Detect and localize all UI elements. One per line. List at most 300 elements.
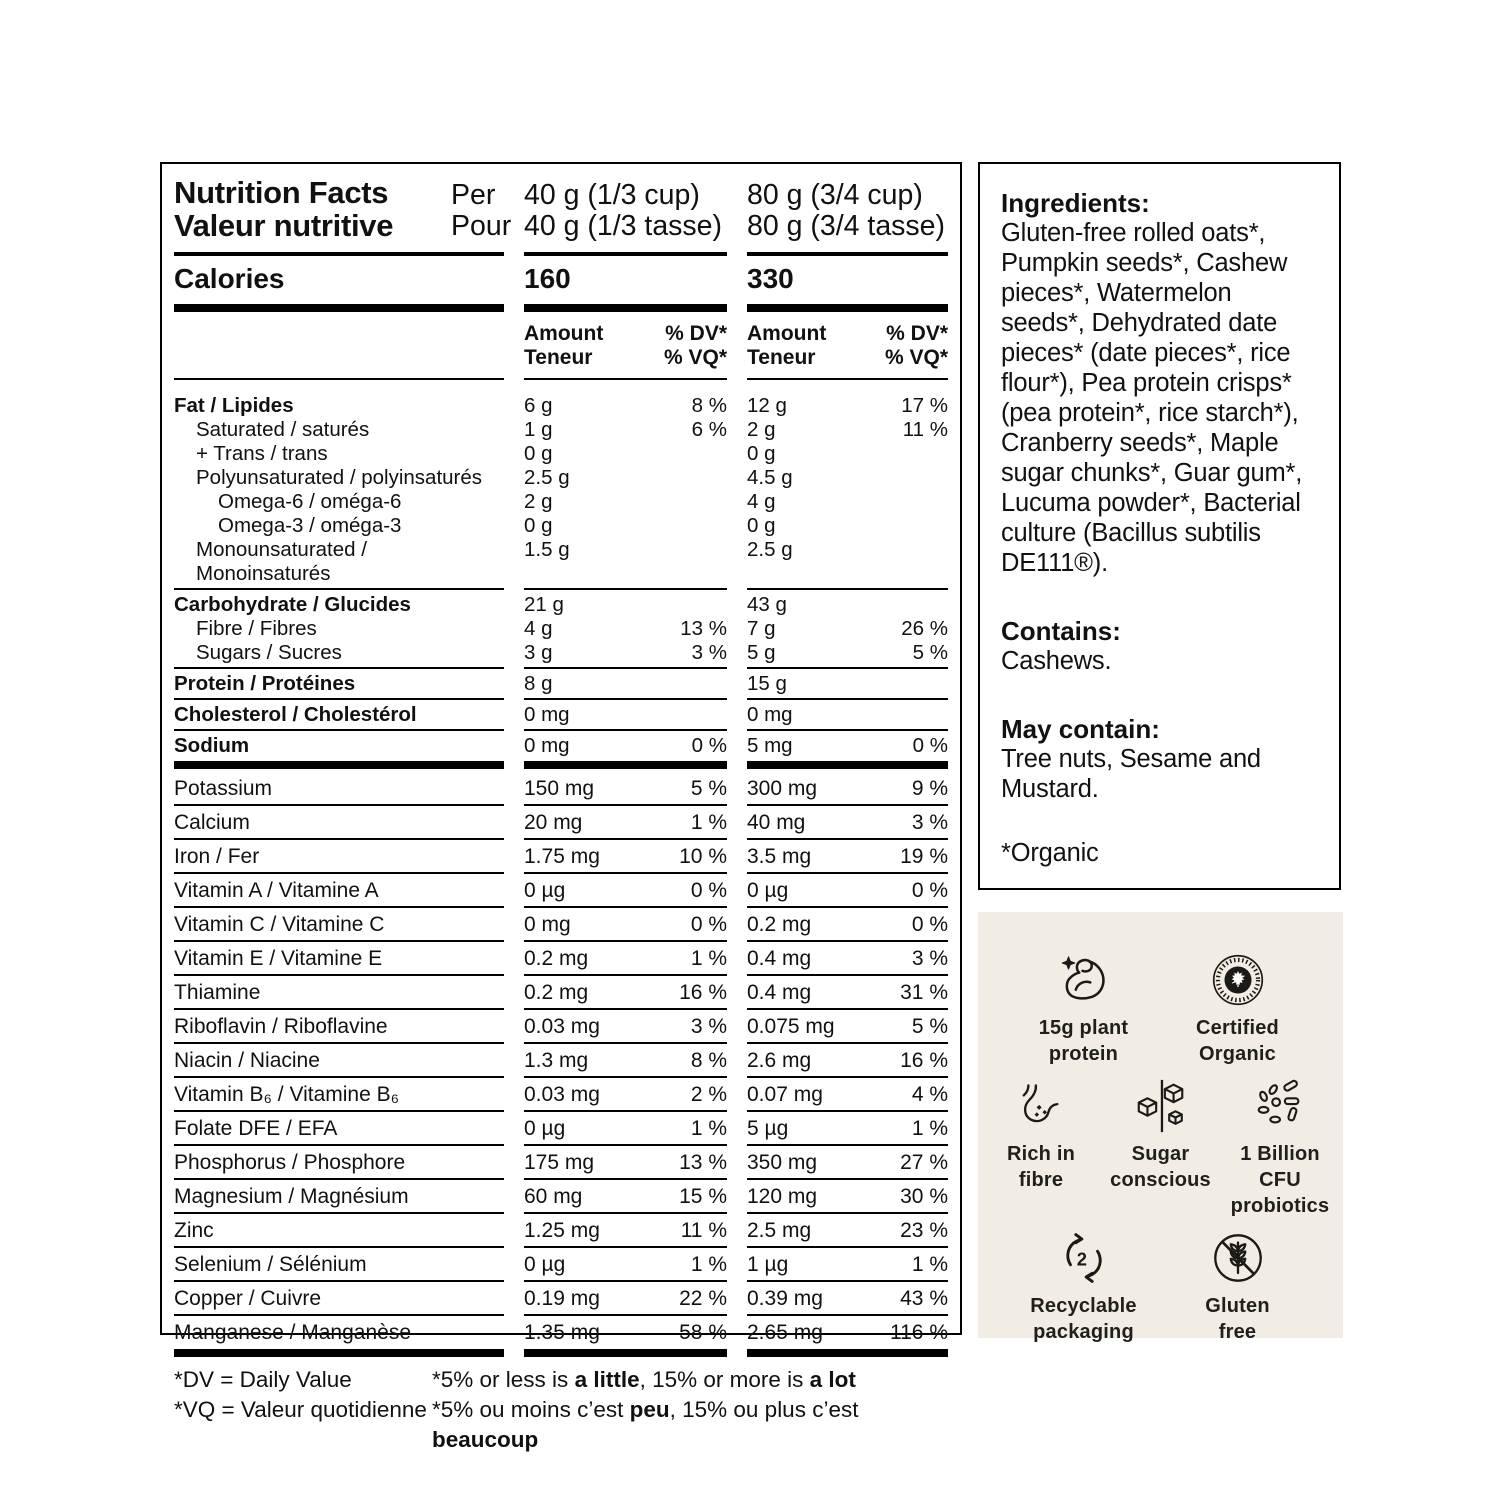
amount-value: 2.5 g xyxy=(747,538,793,561)
serving-values xyxy=(747,593,948,617)
amount-value: 0.07 mg xyxy=(747,1083,823,1106)
table-row xyxy=(174,979,948,1006)
serving-values xyxy=(747,734,948,758)
amount-value: 1.35 mg xyxy=(524,1321,600,1344)
daily-value-percent: 1 % xyxy=(690,1117,727,1140)
nutrient-name: Folate DFE / EFA xyxy=(174,1117,338,1140)
daily-value-percent: 3 % xyxy=(911,947,948,970)
table-row xyxy=(174,466,948,490)
daily-value-percent: 9 % xyxy=(911,777,948,800)
serving-values xyxy=(524,1149,727,1176)
amount-value: 0.19 mg xyxy=(524,1287,600,1310)
daily-value-percent: 3 % xyxy=(691,641,727,664)
serving-values xyxy=(747,1115,948,1142)
nutrient-name: Thiamine xyxy=(174,981,261,1004)
table-row xyxy=(174,1251,948,1278)
probiotics-icon xyxy=(1222,1076,1338,1136)
serving-values xyxy=(747,1217,948,1244)
amount-value: 0 g xyxy=(747,442,776,465)
row-rule xyxy=(174,1178,948,1180)
amount-value: 5 mg xyxy=(747,734,793,757)
serving-values xyxy=(747,617,948,641)
organic-note: *Organic xyxy=(1001,839,1099,867)
daily-value-percent: 13 % xyxy=(680,617,727,640)
badge-label: Rich in fibre xyxy=(1006,1143,1076,1191)
nutrient-name: Riboflavin / Riboflavine xyxy=(174,1015,388,1038)
nutrient-name: Protein / Protéines xyxy=(174,672,356,695)
amount-value: 0.39 mg xyxy=(747,1287,823,1310)
row-rule xyxy=(174,667,948,669)
daily-value-percent: 1 % xyxy=(690,947,727,970)
amount-value: 0 g xyxy=(524,442,553,465)
amount-value: 150 mg xyxy=(524,777,595,800)
table-row xyxy=(174,843,948,870)
badge-probiotics xyxy=(1222,1076,1338,1219)
row-rule xyxy=(174,974,948,976)
serving-values xyxy=(524,809,727,836)
table-row xyxy=(174,617,948,641)
amount-value: 0 µg xyxy=(524,1253,566,1276)
amount-value: 2.5 mg xyxy=(747,1219,812,1242)
amount-value: 300 mg xyxy=(747,777,818,800)
table-row xyxy=(174,538,948,586)
amount-value: 3 g xyxy=(524,641,553,664)
daily-value-percent: 0 % xyxy=(912,734,948,757)
daily-value-percent: 3 % xyxy=(911,811,948,834)
serving-values xyxy=(747,775,948,802)
nutrition-header xyxy=(174,176,948,250)
amount-value: 43 g xyxy=(747,593,787,616)
may-contain-text: Tree nuts, Sesame and Mustard. xyxy=(1001,745,1261,803)
serving-values xyxy=(747,672,948,696)
serving-values xyxy=(524,1319,727,1346)
amount-value: 0 g xyxy=(747,514,776,537)
serving-values xyxy=(524,466,727,490)
daily-value-percent: 10 % xyxy=(679,845,727,868)
amount-value: 1.25 mg xyxy=(524,1219,600,1242)
daily-value-percent: 0 % xyxy=(911,913,948,936)
amount-value: 0.2 mg xyxy=(747,913,812,936)
amount-value: 4 g xyxy=(747,490,776,513)
amount-value: 0 µg xyxy=(747,879,789,902)
serving-values xyxy=(524,672,727,696)
per-label xyxy=(451,180,511,242)
serving-values xyxy=(524,394,727,418)
amount-value: 2.5 g xyxy=(524,466,570,489)
serving-values xyxy=(747,877,948,904)
amount-value: 0.075 mg xyxy=(747,1015,835,1038)
amount-value: 1.5 g xyxy=(524,538,570,561)
daily-value-percent: 15 % xyxy=(679,1185,727,1208)
daily-value-percent: 5 % xyxy=(911,1015,948,1038)
organic-seal-icon xyxy=(1175,950,1301,1010)
nutrient-name: Monounsaturated / Monoinsaturés xyxy=(196,538,367,585)
row-rule xyxy=(174,1144,948,1146)
daily-value-percent: 0 % xyxy=(690,879,727,902)
footnote-scale-fr: *5% ou moins c’est peu, 15% ou plus c’est beaucoup xyxy=(432,1397,859,1452)
amount-value: 0.03 mg xyxy=(524,1015,600,1038)
serving-values xyxy=(747,1285,948,1312)
row-rule xyxy=(174,940,948,942)
badge-certified-organic xyxy=(1175,950,1301,1067)
badge-label: Recyclable packaging xyxy=(1030,1295,1137,1343)
serving-values xyxy=(524,1013,727,1040)
row-rule xyxy=(174,588,948,590)
nutrient-name: Polyunsaturated / polyinsaturés xyxy=(196,466,483,489)
nutrient-name: Omega-6 / oméga-6 xyxy=(218,490,402,513)
nutrient-name: Calcium xyxy=(174,811,250,834)
nutrient-name: Phosphorus / Phosphore xyxy=(174,1151,406,1174)
amount-value: 12 g xyxy=(747,394,787,417)
serving-size-2 xyxy=(747,180,945,242)
badges-panel xyxy=(978,912,1343,1343)
amount-value: 40 mg xyxy=(747,811,806,834)
table-row xyxy=(174,1319,948,1346)
calories-serving-2: 330 xyxy=(747,263,794,294)
serving-values xyxy=(747,1013,948,1040)
daily-value-percent: 19 % xyxy=(900,845,948,868)
table-row xyxy=(174,1183,948,1210)
amount-value: 4.5 g xyxy=(747,466,793,489)
footnote-vq: *VQ = Valeur quotidienne xyxy=(174,1397,427,1422)
badge-sugar-conscious xyxy=(1103,1076,1219,1219)
nutrient-name: Cholesterol / Cholestérol xyxy=(174,703,417,726)
serving-2-fr: 80 g (3/4 tasse) xyxy=(747,210,946,242)
daily-value-percent: 26 % xyxy=(901,617,948,640)
ingredients-heading: Ingredients: xyxy=(1001,188,1150,218)
row-rule xyxy=(174,1076,948,1078)
daily-value-percent: 0 % xyxy=(691,734,727,757)
serving-values xyxy=(524,641,727,665)
nutrient-name: Selenium / Sélénium xyxy=(174,1253,367,1276)
table-row xyxy=(174,1285,948,1312)
header-rule xyxy=(174,252,948,256)
table-row xyxy=(174,877,948,904)
serving-values xyxy=(747,418,948,442)
daily-value-percent: 58 % xyxy=(679,1321,727,1344)
nutrient-name: Vitamin A / Vitamine A xyxy=(174,879,379,902)
table-row xyxy=(174,945,948,972)
amount-value: 7 g xyxy=(747,617,776,640)
amount-value: 15 g xyxy=(747,672,787,695)
calories-serving-1: 160 xyxy=(524,263,571,294)
amount-value: 2 g xyxy=(524,490,553,513)
serving-values xyxy=(747,979,948,1006)
serving-values xyxy=(747,703,948,727)
badge-recyclable xyxy=(1021,1228,1147,1345)
serving-values xyxy=(747,641,948,665)
badge-label: 15g plant protein xyxy=(1038,1017,1129,1065)
row-rule xyxy=(174,729,948,731)
nutrient-name: Fibre / Fibres xyxy=(196,617,317,640)
serving-values xyxy=(747,514,948,538)
amount-value: 0.4 mg xyxy=(747,947,812,970)
badge-gluten-free xyxy=(1175,1228,1301,1345)
amount-value: 5 µg xyxy=(747,1117,789,1140)
daily-value-percent: 0 % xyxy=(911,879,948,902)
table-row xyxy=(174,490,948,514)
daily-value-percent: 6 % xyxy=(691,418,727,441)
teneur-label: Teneur xyxy=(524,346,593,369)
table-row xyxy=(174,734,948,758)
daily-value-percent: 11 % xyxy=(902,418,948,441)
amount-value: 21 g xyxy=(524,593,564,616)
serving-values xyxy=(524,418,727,442)
serving-1-en: 40 g (1/3 cup) xyxy=(524,179,700,211)
row-rule xyxy=(174,1008,948,1010)
nutrition-facts-panel xyxy=(160,162,962,1452)
row-rule xyxy=(174,1042,948,1044)
row-rule xyxy=(174,1246,948,1248)
serving-values xyxy=(524,1081,727,1108)
dv-label: % DV* xyxy=(886,322,948,345)
serving-values xyxy=(524,490,727,514)
badge-row xyxy=(978,950,1343,1067)
row-rule xyxy=(174,1349,948,1357)
serving-values xyxy=(524,775,727,802)
amount-value: 0.4 mg xyxy=(747,981,812,1004)
serving-values xyxy=(524,979,727,1006)
serving-values xyxy=(747,843,948,870)
amount-label: Amount xyxy=(524,322,604,345)
amount-header-s2 xyxy=(747,322,948,370)
table-row xyxy=(174,394,948,418)
serving-values xyxy=(524,911,727,938)
ingredients-panel xyxy=(978,162,1341,890)
amount-value: 6 g xyxy=(524,394,553,417)
badge-rich-in-fibre xyxy=(983,1076,1099,1219)
serving-values xyxy=(747,1081,948,1108)
contains-heading: Contains: xyxy=(1001,616,1121,646)
amount-header-row xyxy=(174,322,948,370)
daily-value-percent: 0 % xyxy=(690,913,727,936)
table-row xyxy=(174,1047,948,1074)
badge-label: Sugar conscious xyxy=(1110,1143,1211,1191)
serving-values xyxy=(747,1183,948,1210)
calories-label: Calories xyxy=(174,263,285,294)
daily-value-percent: 8 % xyxy=(690,1049,727,1072)
table-row xyxy=(174,809,948,836)
daily-value-percent: 11 % xyxy=(680,1219,727,1242)
vq-label: % VQ* xyxy=(663,346,727,369)
table-row xyxy=(174,1149,948,1176)
table-row xyxy=(174,1013,948,1040)
daily-value-percent: 16 % xyxy=(900,1049,948,1072)
table-row xyxy=(174,911,948,938)
serving-values xyxy=(524,1217,727,1244)
amount-value: 0 µg xyxy=(524,1117,566,1140)
amount-value: 0 mg xyxy=(524,703,570,726)
amount-value: 2.65 mg xyxy=(747,1321,823,1344)
table-row xyxy=(174,442,948,466)
badge-label: Certified Organic xyxy=(1196,1017,1279,1065)
amount-value: 1.75 mg xyxy=(524,845,600,868)
contains-text: Cashews. xyxy=(1001,647,1112,675)
stomach-icon xyxy=(983,1076,1099,1136)
serving-values xyxy=(524,593,727,617)
serving-values xyxy=(747,911,948,938)
nutrient-table xyxy=(174,394,948,1357)
serving-values xyxy=(747,945,948,972)
amount-header-rule xyxy=(174,378,948,380)
amount-value: 0.2 mg xyxy=(524,947,589,970)
amount-value: 0 µg xyxy=(524,879,566,902)
serving-values xyxy=(524,945,727,972)
table-row xyxy=(174,593,948,617)
serving-2-en: 80 g (3/4 cup) xyxy=(747,179,923,211)
serving-values xyxy=(747,1319,948,1346)
per-fr: Pour xyxy=(451,210,512,242)
nutrient-name: Fat / Lipides xyxy=(174,394,294,417)
amount-header-s1 xyxy=(524,322,727,370)
serving-values xyxy=(524,1251,727,1278)
amount-value: 0 mg xyxy=(524,913,571,936)
nutrient-name: Manganese / Manganèse xyxy=(174,1321,411,1344)
amount-value: 2 g xyxy=(747,418,776,441)
amount-value: 350 mg xyxy=(747,1151,818,1174)
ingredients-list: Gluten-free rolled oats*, Pumpkin seeds*, Cashew pieces*, Watermelon seeds*, Dehydrated date pieces* (date pieces*, rice flour*), Pea protein crisps* (pea protein*, rice starch*), Cranberry seeds*, Maple sugar chunks*, Guar gum*, Lucuma powder*, Bacterial culture (Bacillus subtilis DE111®). xyxy=(1001,219,1303,577)
badge-plant-protein xyxy=(1021,950,1147,1067)
amount-value: 1 µg xyxy=(747,1253,789,1276)
amount-value: 8 g xyxy=(524,672,553,695)
nutrient-name: Vitamin E / Vitamine E xyxy=(174,947,383,970)
footnotes xyxy=(174,1365,948,1455)
amount-value: 20 mg xyxy=(524,811,583,834)
daily-value-percent: 2 % xyxy=(690,1083,727,1106)
daily-value-percent: 5 % xyxy=(690,777,727,800)
serving-values xyxy=(524,1115,727,1142)
serving-values xyxy=(747,490,948,514)
svg-text:2: 2 xyxy=(1076,1248,1087,1270)
badge-row xyxy=(978,1228,1343,1345)
row-rule xyxy=(174,761,948,769)
nutrient-name: Sugars / Sucres xyxy=(196,641,342,664)
serving-size-1 xyxy=(524,180,722,242)
serving-values xyxy=(524,734,727,758)
row-rule xyxy=(174,804,948,806)
badge-label: Gluten free xyxy=(1205,1295,1270,1343)
table-row xyxy=(174,641,948,665)
amount-label: Amount xyxy=(747,322,827,345)
may-contain-heading: May contain: xyxy=(1001,714,1160,744)
amount-value: 120 mg xyxy=(747,1185,818,1208)
row-rule xyxy=(174,1280,948,1282)
daily-value-percent: 27 % xyxy=(900,1151,948,1174)
nutrient-name: Copper / Cuivre xyxy=(174,1287,322,1310)
nutrient-name: Saturated / saturés xyxy=(196,418,370,441)
serving-values xyxy=(747,442,948,466)
nutrient-name: Omega-3 / oméga-3 xyxy=(218,514,402,537)
daily-value-percent: 8 % xyxy=(691,394,727,417)
amount-value: 175 mg xyxy=(524,1151,595,1174)
amount-value: 0.2 mg xyxy=(524,981,589,1004)
nutrition-title-en: Nutrition Facts xyxy=(174,175,389,210)
nutrient-name: Potassium xyxy=(174,777,273,800)
daily-value-percent: 43 % xyxy=(900,1287,948,1310)
daily-value-percent: 1 % xyxy=(690,811,727,834)
footnote-scale-en: *5% or less is a little, 15% or more is a lot xyxy=(432,1367,856,1392)
nutrient-name: Niacin / Niacine xyxy=(174,1049,320,1072)
amount-value: 60 mg xyxy=(524,1185,583,1208)
nutrient-name: Sodium xyxy=(174,734,250,757)
calories-row xyxy=(174,256,948,301)
amount-value: 2.6 mg xyxy=(747,1049,812,1072)
row-rule xyxy=(174,1212,948,1214)
serving-values xyxy=(747,1047,948,1074)
nutrient-name: Magnesium / Magnésium xyxy=(174,1185,409,1208)
daily-value-percent: 4 % xyxy=(911,1083,948,1106)
amount-value: 0 g xyxy=(524,514,553,537)
serving-values xyxy=(747,809,948,836)
daily-value-percent: 1 % xyxy=(690,1253,727,1276)
serving-values xyxy=(524,1285,727,1312)
table-row xyxy=(174,418,948,442)
table-row xyxy=(174,672,948,696)
row-rule xyxy=(174,1314,948,1316)
daily-value-percent: 16 % xyxy=(679,981,727,1004)
serving-1-fr: 40 g (1/3 tasse) xyxy=(524,210,723,242)
table-row xyxy=(174,1115,948,1142)
table-row xyxy=(174,1081,948,1108)
serving-values xyxy=(524,442,727,466)
amount-value: 5 g xyxy=(747,641,776,664)
table-row xyxy=(174,514,948,538)
table-row xyxy=(174,703,948,727)
serving-values xyxy=(747,1149,948,1176)
serving-values xyxy=(747,394,948,418)
daily-value-percent: 13 % xyxy=(679,1151,727,1174)
sugar-cubes-icon xyxy=(1103,1076,1219,1136)
per-en: Per xyxy=(451,179,496,211)
amount-value: 1.3 mg xyxy=(524,1049,589,1072)
serving-values xyxy=(524,703,727,727)
serving-values xyxy=(747,466,948,490)
daily-value-percent: 22 % xyxy=(679,1287,727,1310)
daily-value-percent: 1 % xyxy=(911,1253,948,1276)
amount-value: 0.03 mg xyxy=(524,1083,600,1106)
nutrient-name: Carbohydrate / Glucides xyxy=(174,593,411,616)
dv-label: % DV* xyxy=(665,322,727,345)
amount-value: 3.5 mg xyxy=(747,845,812,868)
row-rule xyxy=(174,1110,948,1112)
amount-value: 0 mg xyxy=(747,703,793,726)
nutrient-name: Vitamin B₆ / Vitamine B₆ xyxy=(174,1083,400,1106)
serving-values xyxy=(524,843,727,870)
daily-value-percent: 1 % xyxy=(911,1117,948,1140)
serving-values xyxy=(747,1251,948,1278)
footnote-dv: *DV = Daily Value xyxy=(174,1367,352,1392)
serving-values xyxy=(524,1183,727,1210)
amount-value: 4 g xyxy=(524,617,553,640)
badge-label: 1 Billion CFU probiotics xyxy=(1230,1143,1330,1217)
muscle-icon xyxy=(1021,950,1147,1010)
nutrient-name: Zinc xyxy=(174,1219,214,1242)
daily-value-percent: 116 % xyxy=(890,1321,948,1344)
recycle-icon xyxy=(1021,1228,1147,1288)
vq-label: % VQ* xyxy=(884,346,948,369)
row-rule xyxy=(174,698,948,700)
table-row xyxy=(174,775,948,802)
serving-values xyxy=(524,617,727,641)
gluten-free-icon xyxy=(1175,1228,1301,1288)
daily-value-percent: 3 % xyxy=(690,1015,727,1038)
daily-value-percent: 30 % xyxy=(900,1185,948,1208)
table-row xyxy=(174,1217,948,1244)
serving-values xyxy=(524,514,727,538)
nutrient-name: + Trans / trans xyxy=(196,442,328,465)
amount-value: 1 g xyxy=(524,418,553,441)
serving-values xyxy=(524,1047,727,1074)
